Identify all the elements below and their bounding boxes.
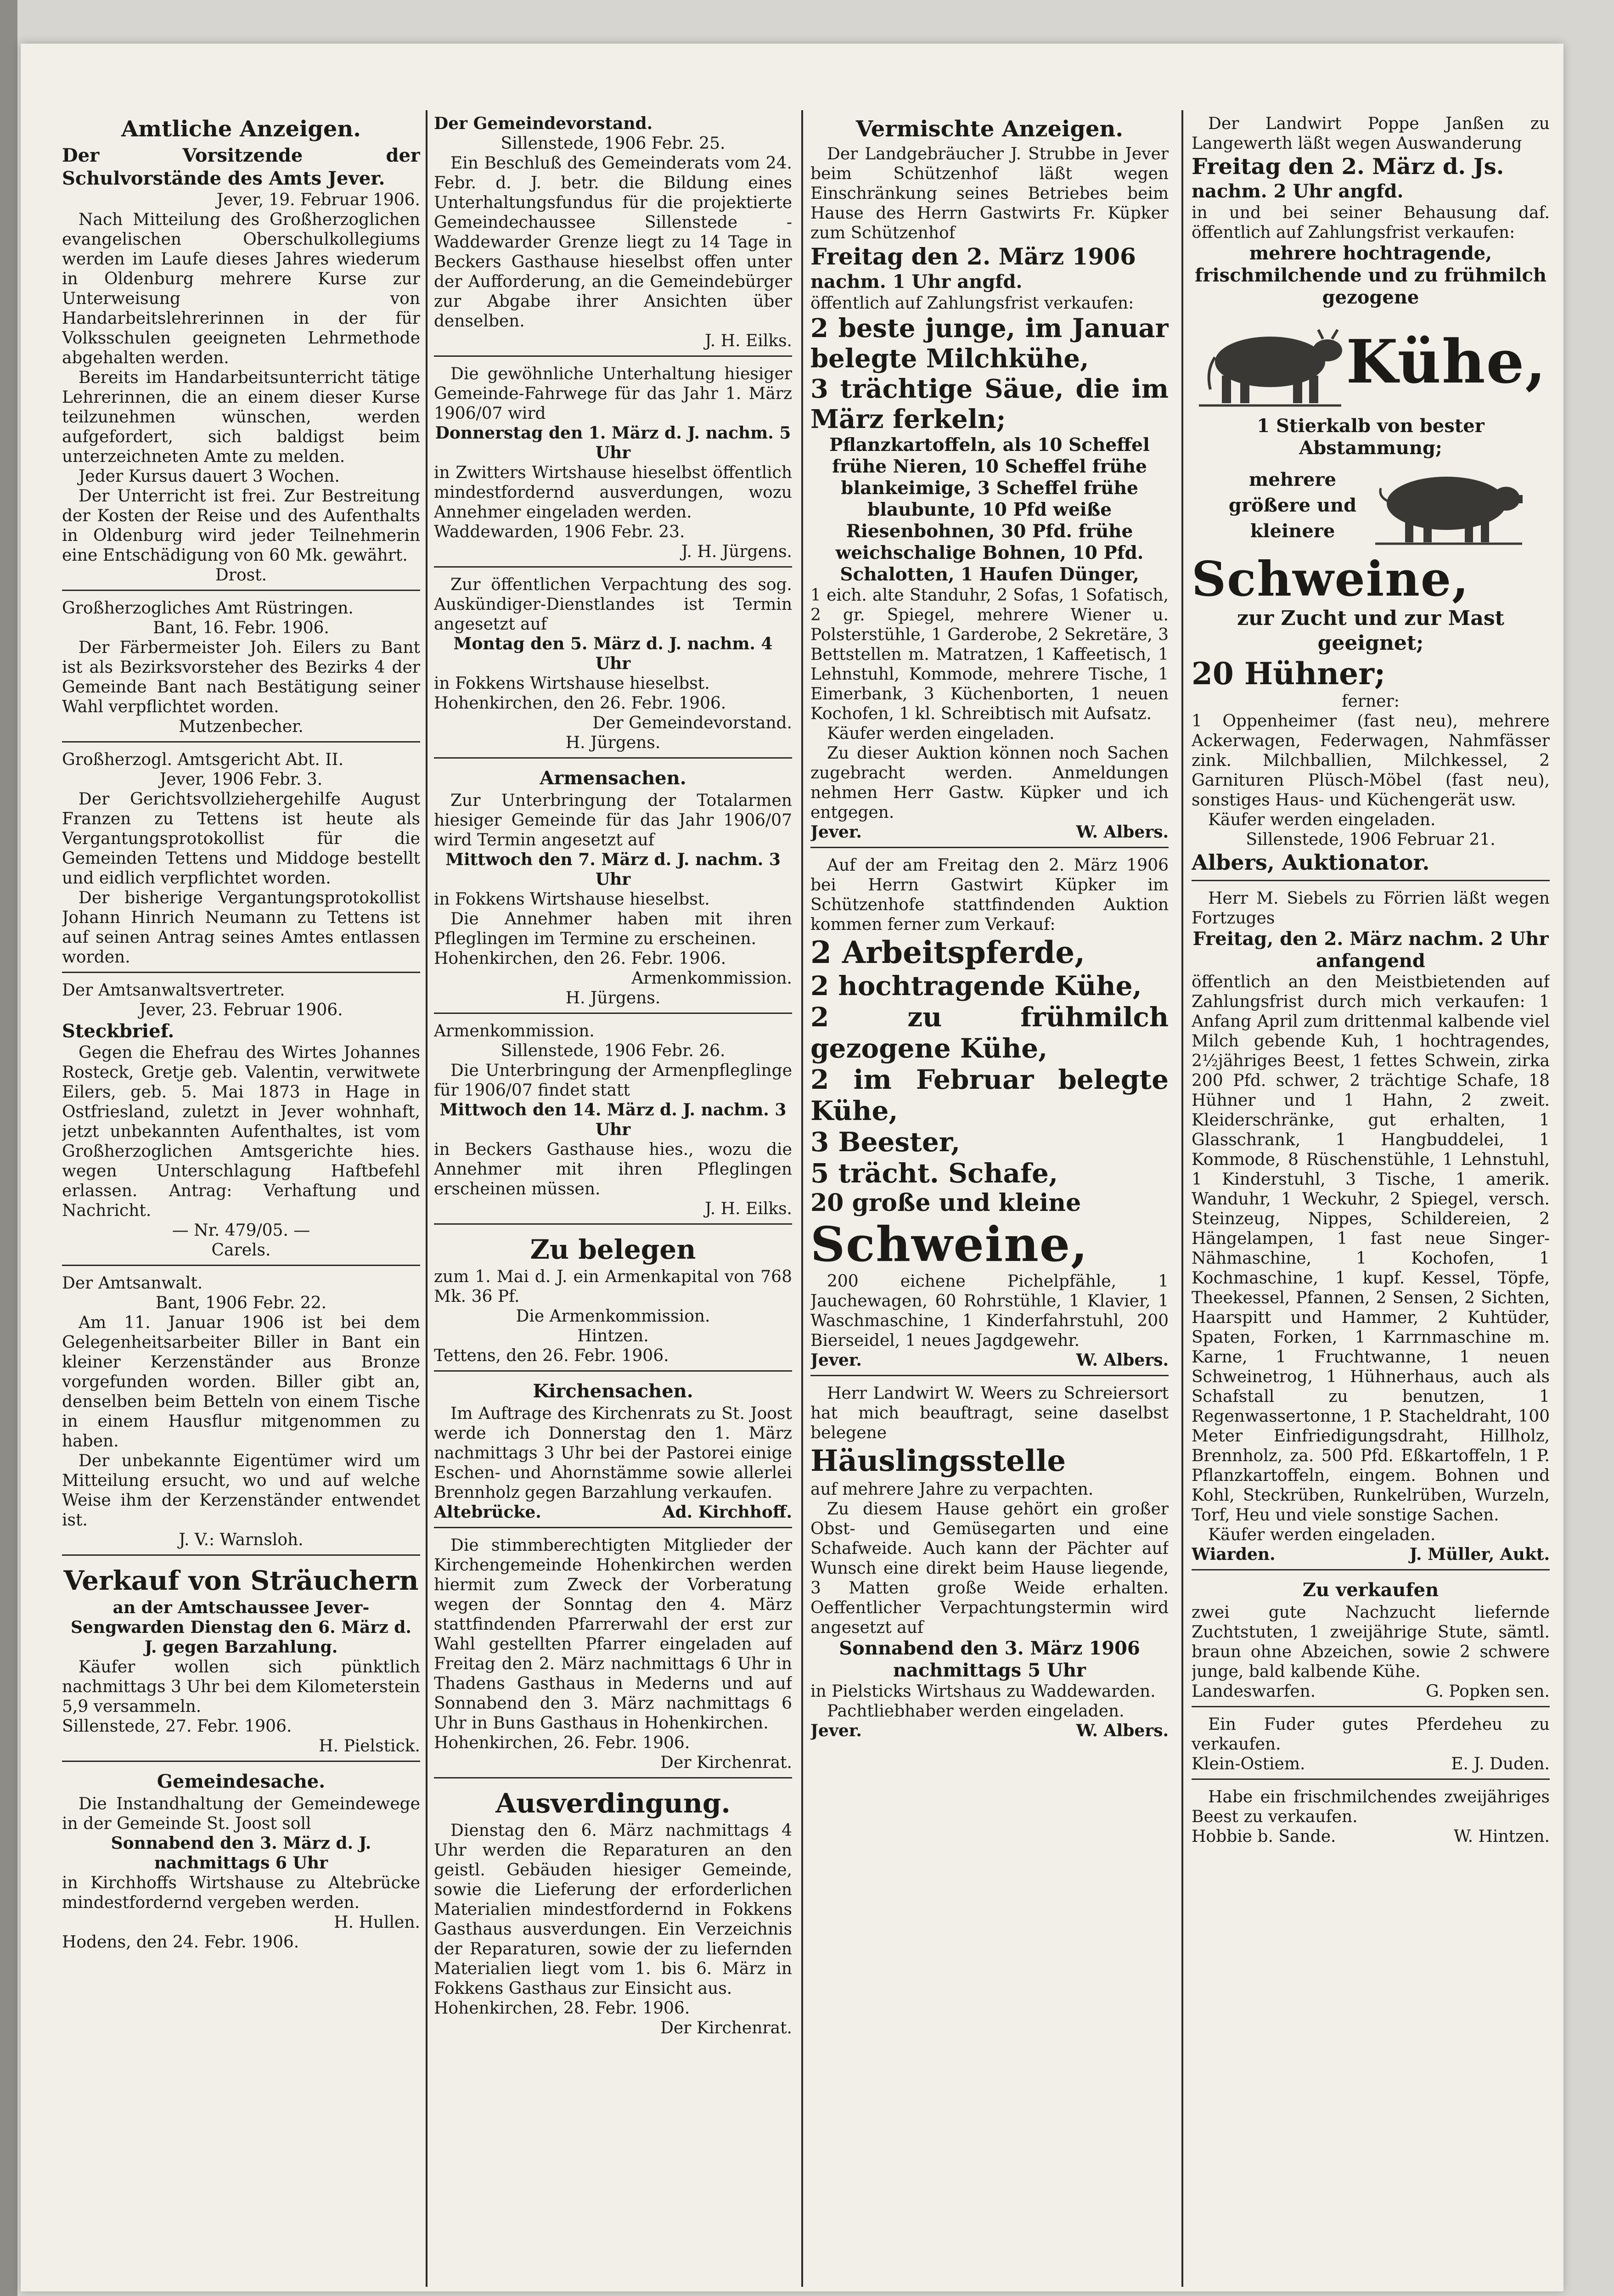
- notice-text: Die gewöhnliche Unterhaltung hiesiger Gemeinde-Fahrwege für das Jahr 1. März 1906/07 wird: [434, 365, 792, 423]
- notice-gemeindesache: [62, 1766, 420, 1957]
- notice-role: Der Gemeindevorstand.: [592, 714, 792, 732]
- ad-text: Zu diesem Hause gehört ein großer Obst- und Gemüsegarten und eine Schafweide. Auch kann der Pächter auf Wunsch eine direkt beim Hause liegende, 3 Matten große Weide erhalten. Oeffentlicher Verpachtungstermin wird angesetzt auf: [810, 1500, 1169, 1637]
- ad-pferdeheu: [1192, 1711, 1550, 1780]
- notice-text: Jeder Kursus dauert 3 Wochen.: [79, 467, 340, 486]
- section-title: Amtliche Anzeigen.: [121, 116, 361, 142]
- ad-text: Käufer werden eingeladen.: [827, 724, 1055, 743]
- notice-kirchensachen: [434, 1375, 792, 1528]
- column-rule: [426, 110, 427, 2287]
- ad-text: ferner:: [1342, 692, 1400, 711]
- notice-date: Sillenstede, 1906 Febr. 25.: [501, 134, 725, 153]
- column-3: [810, 110, 1169, 2287]
- ad-schuetzenhof-auktion: [810, 852, 1169, 1376]
- notice-head: Der Gemeindevorstand.: [434, 114, 653, 133]
- ad-signature: W. Hintzen.: [1453, 1827, 1550, 1846]
- notice-text: Die Unterbringung der Armenpfleglinge für 1906/07 findet statt: [434, 1061, 792, 1100]
- notice-head: Der Amtsanwaltsvertreter.: [62, 981, 285, 1000]
- ad-siebels-fortzug: [1192, 885, 1550, 1570]
- notice-title: Kirchensachen.: [533, 1380, 693, 1402]
- ad-time-bold: nachm. 1 Uhr angfd.: [810, 271, 1023, 293]
- ad-signature: G. Popken sen.: [1426, 1682, 1550, 1701]
- notice-title: Verkauf von Sträuchern: [63, 1565, 419, 1596]
- notice-signature: Ad. Kirchhoff.: [662, 1503, 792, 1522]
- notice-text: Der bisherige Vergantungsprotokollist Johann Hinrich Neumann zu Tettens ist auf seinen Antrag seines Amtes entlassen worden.: [62, 889, 420, 967]
- notice-text: Die Instandhaltung der Gemeindewege in der Gemeinde St. Joost soll: [62, 1795, 420, 1833]
- notice-date-bold: Mittwoch den 14. März d. J. nachm. 3 Uhr: [439, 1100, 787, 1139]
- notice-signature: Carels.: [211, 1241, 271, 1260]
- notice-text: Die stimmberechtigten Mitglieder der Kirchengemeinde Hohenkirchen werden hiermit zum Zweck der Vorberatung wegen der Sonntag den 4. März stattfindenden Pfarrerwahl der erst zur Wahl gestellten Pfarrer eingeladen auf Freitag den 2. März nachmittags 6 Uhr in Thadens Gasthaus in Mederns und auf Sonnabend den 3. März nachmittags 6 Uhr in Buns Gasthaus in Hohenkirchen.: [434, 1536, 792, 1733]
- notice-signature: Der Kirchenrat.: [660, 1753, 792, 1772]
- ad-strubbe: [810, 110, 1169, 848]
- notice-text: Der Färbermeister Joh. Eilers zu Bant ist als Bezirksvorsteher des Bezirks 4 der Gemeinde Bant nach Bestätigung seiner Wahl verpflichtet worden.: [62, 638, 420, 716]
- column-rule: [801, 110, 803, 2287]
- ad-time-bold: nachm. 2 Uhr angfd.: [1192, 180, 1404, 202]
- notice-text: zum 1. Mai d. J. ein Armenkapital von 768 Mk. 36 Pf.: [434, 1267, 792, 1306]
- notice-straeucher: [62, 1559, 420, 1762]
- column-1: [62, 110, 420, 2287]
- notice-role: Die Armenkommission.: [516, 1307, 710, 1326]
- ad-bold-line: 1 Stierkalb von bester Abstammung;: [1257, 415, 1485, 459]
- ad-text: 1 eich. alte Standuhr, 2 Sofas, 1 Sofatisch, 2 gr. Spiegel, mehrere Wiener u. Polsterstühle, 1 Garderobe, 2 Sekretäre, 3 Bettstellen m. Matratzen, 1 Kaffeetisch, 1 Lehnstuhl, Kommode, mehrere Tische, 1 Eimerbank, 3 Küchenborten, 1 neuen Kochofen, 1 kl. Schreibtisch mit Aufsatz.: [810, 586, 1169, 723]
- notice-schulvorstaende: [62, 110, 420, 591]
- ad-signature: W. Albers.: [1076, 1351, 1169, 1370]
- ad-text: Pachtliebhaber werden eingeladen.: [827, 1702, 1125, 1721]
- notice-text: Nach Mitteilung des Großherzoglichen evangelischen Oberschulkollegiums werden im Laufe dieses Jahres wiederum in Oldenburg mehrere Kurse zur Unterweisung von Handarbeitslehrerinnen in der für Volksschulen geeigneten Lehrmethode abgehalten werden.: [62, 210, 420, 367]
- notice-date: Tettens, den 26. Febr. 1906.: [434, 1346, 669, 1365]
- notice-text: Gegen die Ehefrau des Wirtes Johannes Rosteck, Gretje geb. Valentin, verwitwete Eilers, geb. 5. Mai 1873 in Hage in Ostfriesland, zuletzt in Jever wohnhaft, jetzt unbekannten Aufenthaltes, ist vom Großherzoglichen Amtsgerichte hies. wegen Unterschlagung Haftbefehl erlassen. Antrag: Verhaftung und Nachricht.: [62, 1043, 420, 1220]
- ad-title: Zu verkaufen: [1302, 1579, 1439, 1601]
- ad-text: 200 eichene Pichelpfähle, 1 Jauchewagen, 60 Rohrstühle, 1 Klavier, 1 Waschmaschine, 1 Kinderfahrstuhl, 200 Bierseidel, 1 neues Jagdgewehr.: [810, 1272, 1169, 1350]
- notice-date: Hohenkirchen, den 26. Febr. 1906.: [434, 949, 726, 968]
- notice-text: in Fokkens Wirtshause hieselbst.: [434, 890, 710, 909]
- notice-place: Altebrücke.: [434, 1503, 541, 1522]
- notice-zu-belegen: [434, 1228, 792, 1372]
- notice-text: Der Unterricht ist frei. Zur Bestreitung der Kosten der Reise und des Aufenthalts in Oldenburg wird jeder Teilnehmerin eine Entschädigung von 60 Mk. gewährt.: [62, 487, 420, 565]
- ad-date-bold: Freitag, den 2. März nachm. 2 Uhr anfangend: [1192, 928, 1549, 972]
- pig-icon: [1368, 462, 1524, 549]
- ad-signature: E. J. Duden.: [1451, 1755, 1550, 1773]
- ad-footer: [1192, 1827, 1550, 1846]
- ad-footer: [1192, 1754, 1550, 1774]
- notice-title: Zu belegen: [530, 1234, 696, 1265]
- ad-cattle-block: [1192, 311, 1550, 412]
- notice-footer: [434, 1503, 792, 1522]
- notice-amtsgericht: [62, 746, 420, 973]
- ad-text: öffentlich auf Zahlungsfrist verkaufen:: [810, 294, 1134, 313]
- notice-text: in Beckers Gasthause hies., wozu die Annehmer mit ihren Pfleglingen erscheinen müssen.: [434, 1140, 792, 1199]
- ad-date-bold: Freitag den 2. März 1906: [810, 243, 1136, 270]
- ad-text: Herr M. Siebels zu Förrien läßt wegen Fortzuges: [1192, 889, 1550, 928]
- notice-signature: J. V.: Warnsloh.: [179, 1531, 304, 1549]
- notice-ausverdingung: [434, 1782, 792, 2043]
- column-4: [1192, 110, 1550, 2287]
- notice-signature: Der Kirchenrat.: [660, 2019, 792, 2037]
- ad-footer: [1192, 1545, 1550, 1564]
- ad-bold-list: Pflanzkartoffeln, als 10 Scheffel frühe Nieren, 10 Scheffel frühe blankeimige, 3 Scheffel frühe blaubunte, 10 Pfd weiße Riesenbohnen, 30 Pfd. frühe weichschalige Bohnen, 10 Pfd. Schalotten, 1 Haufen Dünger,: [829, 434, 1150, 585]
- notice-title: Steckbrief.: [62, 1020, 174, 1042]
- ad-text: Der Landgebräucher J. Strubbe in Jever beim Schützenhof läßt wegen Einschränkung seines Betriebes beim Hause des Herrn Gastwirts Fr. Küpker zum Schützenhof: [810, 145, 1169, 242]
- notice-role: Armenkommission.: [631, 969, 792, 988]
- notice-signature: Drost.: [215, 566, 267, 585]
- ad-date: Sillenstede, 1906 Februar 21.: [1246, 830, 1496, 849]
- ad-janssen-auswanderung: [1192, 110, 1550, 881]
- notice-signature: Mutzenbecher.: [179, 717, 304, 736]
- ad-text: Ein Fuder gutes Pferdeheu zu verkaufen.: [1192, 1715, 1550, 1754]
- ad-signature: J. Müller, Aukt.: [1409, 1545, 1550, 1564]
- column-2: [434, 110, 792, 2287]
- ad-headline: 3 Beester,: [810, 1126, 961, 1158]
- ad-text: auf mehrere Jahre zu verpachten.: [810, 1480, 1094, 1499]
- ad-footer: [810, 822, 1169, 842]
- notice-date: Hohenkirchen, den 26. Febr. 1906.: [434, 694, 726, 713]
- ad-text: Auf der am Freitag den 2. März 1906 bei Herrn Gastwirt Küpker im Schützenhofe stattfindenden Auktion kommen ferner zum Verkauf:: [810, 856, 1169, 934]
- notice-signature: J. H. Eilks.: [705, 1199, 792, 1218]
- notice-date-bold: Montag den 5. März d. J. nachm. 4 Uhr: [453, 634, 773, 673]
- ad-beest: [1192, 1784, 1550, 1851]
- ad-text: öffentlich an den Meistbietenden auf Zahlungsfrist durch mich verkaufen: 1 Anfang April zum drittenmal kalbende viel Milch gebende Kuh, 1 hochtragendes, 2½jähriges Beest, 1 fettes Schwein, zirka 200 Pfd. schwer, 2 trächtige Schafe, 18 Hühner und 1 Hahn, 2 zweit. Kleiderschränke, gut erhalten, 1 Glasschrank, 1 Hangbuddelei, 1 Kommode, 8 Rüschenstühle, 1 Lehnstuhl, 1 Kinderstuhl, 3 Tische, 1 amerik. Wanduhr, 1 Weckuhr, 2 Spiegel, versch. Steinzeug, Nippes, Schildereien, 2 Hängelampen, 1 fast neue Singer-Nähmaschine, 1 Kochofen, 1 Kochmaschine, 1 kupf. Kessel, Töpfe, Theekessel, Pfannen, 2 Sensen, 2 Sichten, Haarspitt und Hammer, 2 Kuhtüder, Spaten, Forken, 1 Karrnmaschine m. Karne, 1 Fruchtwanne, 1 neuen Schweinetrog, 1 Hühnerhaus, auch als Schafstall zu benutzen, 1 Regenwassertonne, 1 P. Stacheldraht, 100 Meter Einfriedigungsdraht, Hillholz, Brennholz, za. 500 Pfd. Eßkartoffeln, 1 P. Pflanzkartoffeln, eingem. Bohnen und Kohl, Steckrüben, Runkelrüben, Wurzeln, Torf, Heu und viele sonstige Sachen.: [1192, 973, 1550, 1525]
- notice-text: in Fokkens Wirtshause hieselbst.: [434, 674, 710, 693]
- notice-date: Bant, 1906 Febr. 22.: [155, 1294, 327, 1312]
- ad-place: Klein-Ostiem.: [1192, 1755, 1305, 1773]
- ad-headline: 2 im Februar belegte Kühe,: [810, 1064, 1169, 1126]
- notice-date-bold: Donnerstag den 1. März d. J. nachm. 5 Uhr: [435, 423, 791, 462]
- notice-signature: H. Pielstick.: [319, 1737, 420, 1756]
- ad-text: 1 Oppenheimer (fast neu), mehrere Ackerwagen, Federwagen, Nahmfässer zink. Milchballien, Milchkessel, 2 Garnituren Plüsch-Möbel (fast neu), sonstiges Haus- und Küchengerät usw.: [1192, 712, 1550, 810]
- notice-date: Hohenkirchen, 26. Febr. 1906.: [434, 1733, 690, 1752]
- ad-pig-block: [1192, 462, 1550, 549]
- notice-text: Der unbekannte Eigentümer wird um Mitteilung ersucht, wo und auf welche Weise ihm der Kerzenständer entwendet ist.: [62, 1452, 420, 1530]
- notice-signature: Hintzen.: [577, 1327, 649, 1345]
- notice-title: Gemeindesache.: [157, 1771, 326, 1792]
- notice-date: Jever, 1906 Febr. 3.: [159, 770, 323, 789]
- notice-armenkommission: [434, 1018, 792, 1225]
- notice-fahrwege: [434, 360, 792, 568]
- notice-signature: H. Hullen.: [334, 1913, 420, 1932]
- column-rule: [1181, 110, 1183, 2287]
- ad-text: Käufer werden eingeladen.: [1208, 1525, 1436, 1544]
- notice-head: Der Vorsitzende der Schulvorstände des Amts Jever.: [62, 145, 420, 189]
- notice-subtitle: an der Amtschaussee Jever-Sengwarden Dienstag den 6. März d. J. gegen Barzahlung.: [71, 1598, 411, 1657]
- notice-head: Großherzogliches Amt Rüstringen.: [62, 599, 354, 618]
- notice-date: Jever, 23. Februar 1906.: [139, 1001, 343, 1019]
- ad-headline: 5 trächt. Schafe,: [810, 1158, 1058, 1189]
- ad-place: Jever.: [810, 1351, 862, 1370]
- ad-footer: [810, 1721, 1169, 1741]
- ad-headline: 20 große und kleine: [810, 1189, 1081, 1217]
- notice-date: Waddewarden, 1906 Febr. 23.: [434, 523, 685, 541]
- ad-place: Jever.: [810, 1721, 862, 1740]
- notice-text: Bereits im Handarbeitsunterricht tätige Lehrerinnen, die an einem dieser Kurse teilzunehmen wünschen, werden aufgefordert, sich baldigst beim unterzeichneten Amte zu melden.: [62, 368, 420, 466]
- section-title: Vermischte Anzeigen.: [855, 116, 1124, 142]
- notice-head: Der Amtsanwalt.: [62, 1274, 203, 1293]
- notice-date: Hohenkirchen, 28. Febr. 1906.: [434, 1999, 690, 2018]
- ad-place: Landeswarfen.: [1192, 1682, 1316, 1701]
- notice-steckbrief: [62, 977, 420, 1266]
- notice-signature: J. H. Jürgens.: [681, 542, 792, 561]
- notice-reference: — Nr. 479/05. —: [172, 1221, 310, 1240]
- ad-date-bold: Freitag den 2. März d. Js.: [1192, 154, 1504, 180]
- ad-place: Wiarden.: [1192, 1545, 1276, 1564]
- ad-date-bold: Sonnabend den 3. März 1906 nachmittags 5 Uhr: [839, 1638, 1140, 1681]
- notice-text: Ein Beschluß des Gemeinderats vom 24. Febr. d. J. betr. die Bildung eines Unterhaltungsfundus für die projektierte Gemeindechaussee Sillenstede - Waddewarder Grenze liegt zu 14 Tage in Beckers Gasthause hieselbst offen unter der Aufforderung, an die Gemeindebürger zur Abgabe ihrer Ansichten über denselben.: [434, 154, 792, 331]
- ad-signature: W. Albers.: [1076, 822, 1169, 842]
- notice-text: Der Gerichtsvollziehergehilfe August Franzen zu Tettens ist heute als Vergantungsprotokollist für die Gemeinden Tettens und Middoge bestellt und eidlich verpflichtet worden.: [62, 790, 420, 888]
- ad-text: in Pielsticks Wirtshaus zu Waddewarden.: [810, 1682, 1156, 1701]
- ad-text: zwei gute Nachzucht liefernde Zuchtstuten, 1 zweijährige Stute, sämtl. braun ohne Abzeichen, sowie 2 schwere junge, bald kalbende Kühe.: [1192, 1603, 1550, 1681]
- notice-text: Zur öffentlichen Verpachtung des sog. Auskündiger-Dienstlandes ist Termin angesetzt auf: [434, 575, 792, 634]
- notice-text: in Kirchhoffs Wirtshause zu Altebrücke mindestfordernd vergeben werden.: [62, 1874, 420, 1912]
- ad-bold-line: zur Zucht und zur Mast geeignet;: [1237, 607, 1504, 655]
- notice-date: Bant, 16. Febr. 1906.: [153, 619, 329, 637]
- notice-date-bold: Sonnabend den 3. März d. J. nachmittags 6 Uhr: [111, 1834, 371, 1873]
- ad-headline: 3 trächtige Säue, die im März ferkeln;: [810, 374, 1169, 434]
- ad-headline: 2 zu frühmilch gezogene Kühe,: [810, 1002, 1169, 1064]
- ad-headline: Häuslingsstelle: [810, 1444, 1066, 1478]
- ad-place: Jever.: [810, 822, 862, 842]
- notice-date-bold: Mittwoch den 7. März d. J. nachm. 3 Uhr: [445, 850, 781, 889]
- notice-text: Im Auftrage des Kirchenrats zu St. Joost werde ich Donnerstag den 1. März nachmittags 3 Uhr bei der Pastorei einige Eschen- und Ahornstämme sowie allerlei Brennholz gegen Barzahlung verkaufen.: [434, 1404, 792, 1502]
- cow-icon: [1194, 311, 1346, 412]
- ad-zu-verkaufen: [1192, 1574, 1550, 1707]
- notice-text: Zur Unterbringung der Totalarmen hiesiger Gemeinde für das Jahr 1906/07 wird Termin angesetzt auf: [434, 791, 792, 850]
- notice-armensachen: [434, 762, 792, 1014]
- notice-date: Hodens, den 24. Febr. 1906.: [62, 1933, 299, 1952]
- ad-footer: [810, 1351, 1169, 1370]
- ad-headline-huge: Schweine,: [1192, 551, 1470, 607]
- ad-headline: 2 beste junge, im Januar belegte Milchkühe,: [810, 313, 1169, 374]
- ad-headline: 20 Hühner;: [1192, 656, 1386, 692]
- notice-signature: J. H. Eilks.: [705, 332, 792, 350]
- notice-head: Armenkommission.: [434, 1022, 595, 1041]
- ad-text: in und bei seiner Behausung daf. öffentlich auf Zahlungsfrist verkaufen:: [1192, 203, 1550, 242]
- notice-gemeindevorstand: [434, 110, 792, 357]
- notice-signature: H. Jürgens.: [565, 989, 661, 1007]
- notice-head: Großherzogl. Amtsgericht Abt. II.: [62, 750, 344, 769]
- ad-text: Käufer werden eingeladen.: [1208, 810, 1436, 829]
- notice-title: Armensachen.: [540, 767, 686, 789]
- ad-text: Herr Landwirt W. Weers zu Schreiersort hat mich beauftragt, seine daselbst belegene: [810, 1384, 1169, 1442]
- book-spine: [0, 0, 17, 2296]
- notice-text: Die Annehmer haben mit ihren Pfleglingen im Termine zu erscheinen.: [434, 910, 792, 948]
- ad-text: Habe ein frischmilchendes zweijähriges Beest zu verkaufen.: [1192, 1788, 1550, 1826]
- ad-headline: 2 Arbeitspferde,: [810, 934, 1085, 970]
- notice-pfarrerwahl: [434, 1532, 792, 1778]
- ad-bold-line: mehrere größere und kleinere: [1228, 469, 1357, 542]
- notice-date: Sillenstede, 1906 Febr. 26.: [501, 1041, 725, 1060]
- notice-text: Dienstag den 6. März nachmittags 4 Uhr werden die Reparaturen an den geistl. Gebäuden hiesiger Gemeinde, sowie die Lieferung der erforderlichen Materialien mindestfordernd in Fokkens Gasthaus ausverdungen. Ein Verzeichnis der Reparaturen, sowie der zu liefernden Materialien liegt vom 1. bis 6. März in Fokkens Gasthaus zur Einsicht aus.: [434, 1821, 792, 1998]
- ad-footer: [1192, 1682, 1550, 1701]
- ad-signature: Albers, Auktionator.: [1192, 850, 1430, 875]
- ad-haeuslingsstelle: [810, 1380, 1169, 1745]
- ad-place: Hobbie b. Sande.: [1192, 1827, 1336, 1846]
- ad-text: Zu dieser Auktion können noch Sachen zugebracht werden. Anmeldungen nehmen Herr Gastw. Küpker und ich entgegen.: [810, 744, 1169, 822]
- ad-text: Der Landwirt Poppe Janßen zu Langewerth läßt wegen Auswanderung: [1192, 114, 1550, 153]
- notice-date: Jever, 19. Februar 1906.: [216, 191, 420, 209]
- notice-text: Am 11. Januar 1906 ist bei dem Gelegenheitsarbeiter Biller in Bant ein kleiner Kerzenständer aus Bronze vorgefunden worden. Biller gibt an, denselben beim Betteln von einem Tische in einem Hausflur mitgenommen zu haben.: [62, 1313, 420, 1451]
- notice-text: Käufer wollen sich pünktlich nachmittags 3 Uhr bei dem Kilometerstein 5,9 versammeln.: [62, 1658, 420, 1716]
- notice-signature: H. Jürgens.: [565, 733, 661, 752]
- ad-headline: 2 hochtragende Kühe,: [810, 970, 1142, 1002]
- notice-title: Ausverdingung.: [495, 1788, 731, 1819]
- newspaper-page: [21, 44, 1563, 2291]
- ad-bold-list: mehrere hochtragende, frischmilchende und zu frühmilch gezogene: [1195, 242, 1547, 308]
- ad-headline-huge: Kühe,: [1346, 326, 1547, 397]
- notice-text: in Zwitters Wirtshause hieselbst öffentlich mindestfordernd ausverdungen, wozu Annehmer eingeladen werden.: [434, 463, 792, 522]
- notice-dienstland: [434, 571, 792, 759]
- ad-headline-huge: Schweine,: [810, 1216, 1089, 1272]
- notice-kerzenstaender: [62, 1270, 420, 1556]
- notice-date: Sillenstede, 27. Febr. 1906.: [62, 1717, 292, 1736]
- ad-signature: W. Albers.: [1076, 1721, 1169, 1740]
- notice-amt-ruestringen: [62, 595, 420, 743]
